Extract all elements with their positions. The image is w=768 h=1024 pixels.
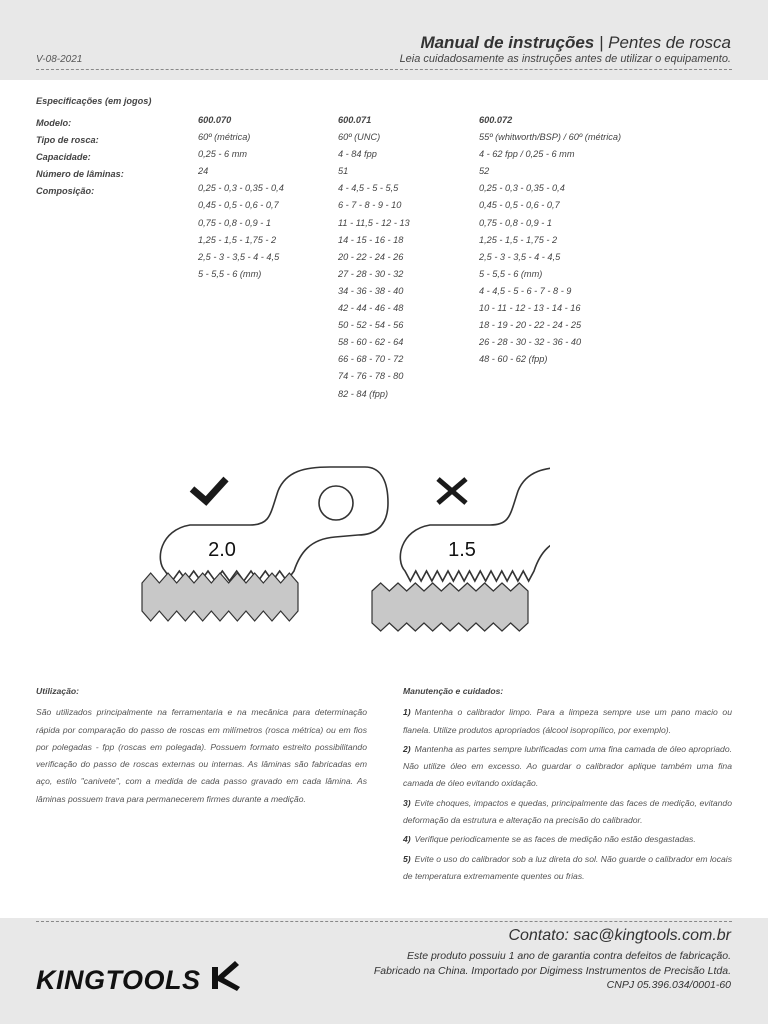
spec-composition-line: 20 - 22 - 24 - 26: [338, 251, 404, 262]
spec-composition-line: 48 - 60 - 62 (fpp): [479, 354, 548, 365]
spec-composition-line: 0,45 - 0,5 - 0,6 - 0,7: [198, 200, 279, 211]
spec-composition-line: 1,25 - 1,5 - 1,75 - 2: [198, 234, 277, 245]
title-product: Pentes de rosca: [608, 33, 731, 52]
blade-label-left: 2.0: [208, 539, 236, 561]
maintenance-item: [403, 851, 732, 886]
item-number: 3): [403, 797, 411, 808]
version-code: V-08-2021: [36, 54, 83, 65]
maintenance-item: [403, 704, 732, 739]
spec-composition-line: 74 - 76 - 78 - 80: [338, 371, 404, 382]
maintenance-item: [403, 741, 732, 793]
gauge-right: [372, 583, 528, 631]
maintenance-item: [403, 795, 732, 830]
origin-text: Fabricado na China. Importado por Digimess Instrumentos de Precisão Ltda.: [373, 965, 731, 977]
spec-composition-line: 5 - 5,5 - 6 (mm): [198, 268, 262, 279]
spec-composition-line: 6 - 7 - 8 - 9 - 10: [338, 200, 402, 211]
spec-blades: 24: [198, 166, 209, 177]
spec-composition-line: 4 - 4,5 - 5 - 5,5: [338, 183, 399, 194]
maintenance-section: [403, 683, 732, 887]
spec-composition-line: 42 - 44 - 46 - 48: [338, 303, 404, 314]
spec-composition-line: 26 - 28 - 30 - 32 - 36 - 40: [479, 337, 582, 348]
label-thread-type: Tipo de rosca:: [36, 135, 99, 145]
item-text: Evite o uso do calibrador sob a luz direta do sol. Não guarde o calibrador em locais de temperatura extremamente quentes ou frias.: [403, 853, 732, 881]
thread-gauge-diagram: [130, 455, 550, 645]
spec-model: 600.070: [198, 115, 232, 125]
item-number: 4): [403, 834, 411, 845]
usage-title: Utilização:: [36, 686, 79, 696]
spec-composition-line: 50 - 52 - 54 - 56: [338, 320, 404, 331]
spec-composition-line: 66 - 68 - 70 - 72: [338, 354, 404, 365]
item-text: Verifique periodicamente se as faces de medição não estão desgastadas.: [414, 834, 696, 845]
title-main: Manual de instruções: [420, 33, 595, 52]
specs-title: Especificações (em jogos): [36, 96, 152, 106]
spec-composition-line: 0,25 - 0,3 - 0,35 - 0,4: [198, 183, 284, 194]
check-mark-icon: [192, 479, 226, 501]
spec-composition-line: 34 - 36 - 38 - 40: [338, 285, 404, 296]
spec-capacity: 0,25 - 6 mm: [198, 149, 248, 160]
maintenance-title: Manutenção e cuidados:: [403, 686, 504, 696]
label-model: Modelo:: [36, 118, 72, 128]
spec-composition-line: 27 - 28 - 30 - 32: [338, 268, 404, 279]
blade-label-right: 1.5: [448, 539, 476, 561]
spec-composition-line: 5 - 5,5 - 6 (mm): [479, 268, 543, 279]
spec-column-600070: [198, 112, 284, 283]
title-separator: |: [594, 33, 609, 52]
spec-composition-line: 0,75 - 0,8 - 0,9 - 1: [479, 217, 553, 228]
usage-text: São utilizados principalmente na ferramentaria e na mecânica para determinação rápida por comparação do passo de roscas em milímetros (rosca métrica) ou em fios por polegadas - fpp (roscas em polegada). Possuem formato estreito possibilitando verificação do passo de roscas externas ou internas. As lâminas são fabricadas em aço, estilo "canivete", com a medida de cada passo gravado em cada lâmina. As lâminas possuem trava para permanecerem firmes durante a medição.: [36, 707, 367, 804]
logo-emblem-icon: [212, 961, 240, 991]
spec-composition-line: 0,25 - 0,3 - 0,35 - 0,4: [479, 183, 565, 194]
spec-thread-type: 60º (métrica): [198, 132, 251, 143]
spec-model: 600.072: [479, 115, 513, 125]
spec-composition-line: 4 - 4,5 - 5 - 6 - 7 - 8 - 9: [479, 285, 572, 296]
footer: [0, 918, 768, 1024]
spec-composition-line: 82 - 84 (fpp): [338, 388, 389, 399]
spec-composition-line: 18 - 19 - 20 - 22 - 24 - 25: [479, 320, 582, 331]
blade-hole-left: [319, 486, 353, 520]
spec-capacity: 4 - 84 fpp: [338, 149, 377, 160]
spec-model: 600.071: [338, 115, 372, 125]
header-divider: [36, 69, 732, 70]
spec-composition-line: 2,5 - 3 - 3,5 - 4 - 4,5: [479, 251, 561, 262]
spec-composition-line: 0,75 - 0,8 - 0,9 - 1: [198, 217, 272, 228]
usage-section: [36, 683, 367, 808]
item-number: 2): [403, 743, 411, 754]
page-title: [420, 33, 731, 53]
item-number: 5): [403, 853, 411, 864]
cnpj-text: CNPJ 05.396.034/0001-60: [606, 979, 731, 991]
spec-composition-line: 11 - 11,5 - 12 - 13: [338, 217, 410, 228]
item-text: Mantenha as partes sempre lubrificadas com uma fina camada de óleo apropriado. Não utilize óleo em excesso. Ao guardar o calibrador aplique também uma fina camada de óleo evitando oxidação.: [403, 743, 732, 789]
contact-email: Contato: sac@kingtools.com.br: [508, 927, 731, 944]
footer-divider: [36, 921, 732, 922]
label-capacity: Capacidade:: [36, 152, 91, 162]
spec-composition-line: 14 - 15 - 16 - 18: [338, 234, 404, 245]
maintenance-item: [403, 831, 732, 848]
spec-composition-line: 1,25 - 1,5 - 1,75 - 2: [479, 234, 558, 245]
spec-composition-line: 0,45 - 0,5 - 0,6 - 0,7: [479, 200, 560, 211]
logo-wordmark: KINGTOOLS: [36, 965, 201, 995]
item-number: 1): [403, 707, 411, 718]
spec-composition-line: 2,5 - 3 - 3,5 - 4 - 4,5: [198, 251, 280, 262]
spec-thread-type: 60º (UNC): [338, 132, 381, 143]
blade-left: [160, 467, 388, 581]
spec-column-600071: [338, 112, 410, 403]
spec-thread-type: 55º (whitworth/BSP) / 60º (métrica): [479, 132, 622, 143]
spec-composition-line: 58 - 60 - 62 - 64: [338, 337, 404, 348]
page-subtitle: Leia cuidadosamente as instruções antes de utilizar o equipamento.: [399, 53, 731, 65]
spec-blades: 52: [479, 166, 490, 177]
spec-capacity: 4 - 62 fpp / 0,25 - 6 mm: [479, 149, 575, 160]
spec-composition-line: 10 - 11 - 12 - 13 - 14 - 16: [479, 303, 581, 314]
gauge-left: [142, 573, 298, 621]
spec-column-600072: [479, 112, 621, 368]
x-mark-icon: [438, 479, 466, 503]
label-composition: Composição:: [36, 186, 95, 196]
label-blades: Número de lâminas:: [36, 169, 124, 179]
header: [0, 0, 768, 80]
item-text: Evite choques, impactos e quedas, principalmente das faces de medição, evitando deformação da estrutura e alteração na precisão do calibrador.: [403, 797, 732, 826]
item-text: Mantenha o calibrador limpo. Para a limpeza sempre use um pano macio ou flanela. Utilize produtos apropriados (álcool isopropílico, por exemplo).: [403, 707, 732, 735]
spec-blades: 51: [338, 166, 349, 177]
blade-right: [400, 467, 550, 581]
warranty-text: Este produto possuiu 1 ano de garantia contra defeitos de fabricação.: [407, 950, 731, 962]
kingtools-logo: [36, 948, 246, 998]
